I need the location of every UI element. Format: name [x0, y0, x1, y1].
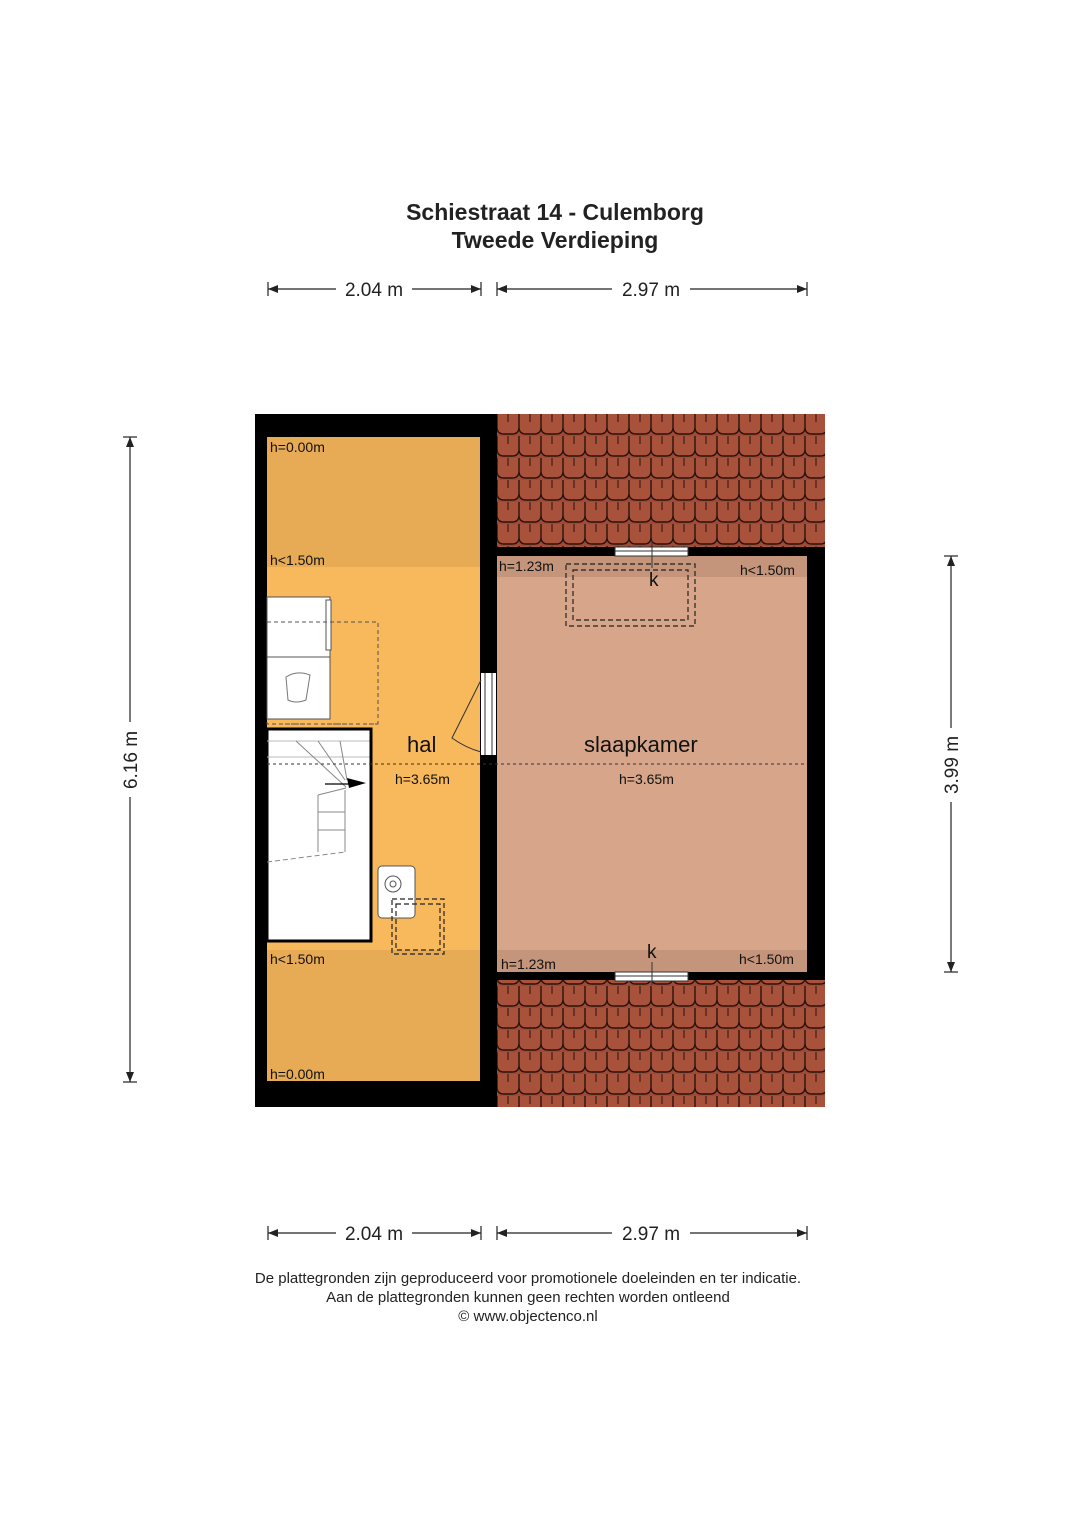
hal-limit-bottom: h<1.50m [270, 951, 325, 967]
roof-tiles-bottom [497, 980, 825, 1107]
dim-left-vertical-label: 6.16 m [121, 730, 142, 790]
door-opening [481, 673, 496, 755]
bottom-dimension-left [268, 1224, 481, 1245]
floor-title: Tweede Verdieping [451, 227, 659, 253]
top-dimension-left [268, 280, 481, 301]
staircase [267, 729, 371, 941]
footer-disclaimer-line1: De plattegronden zijn geproduceerd voor promotionele doeleinden en ter indicatie. [254, 1270, 802, 1287]
slaapkamer-height-top-right: h<1.50m [740, 562, 795, 578]
dim-top-right-label: 2.97 m [621, 280, 681, 301]
dryer [267, 657, 330, 719]
slaapkamer-height-bottom-right: h<1.50m [739, 951, 794, 967]
skylight-bottom-label: k [647, 942, 657, 963]
slaapkamer-height-top-left: h=1.23m [499, 558, 554, 574]
skylight-top-label: k [649, 570, 659, 591]
hal-low-zone-top [267, 437, 480, 567]
dim-right-vertical-label: 3.99 m [942, 735, 963, 795]
partition-wall [480, 547, 497, 980]
footer-disclaimer-line2: Aan de plattegronden kunnen geen rechten worden ontleend [326, 1289, 730, 1306]
right-vertical-dimension [942, 556, 963, 972]
hal-edge-height-bottom: h=0.00m [270, 1066, 325, 1082]
plan-title: Schiestraat 14 - Culemborg [406, 199, 704, 225]
slaapkamer-height-bottom-left: h=1.23m [501, 956, 556, 972]
dim-top-left-label: 2.04 m [344, 280, 404, 301]
top-dimension-right [497, 280, 807, 301]
slaapkamer-room-name: slaapkamer [584, 732, 698, 757]
hal-room-name: hal [407, 732, 437, 757]
left-vertical-dimension [121, 437, 142, 1082]
hal-room-height: h=3.65m [395, 771, 450, 787]
hal-limit-top: h<1.50m [270, 552, 325, 568]
washing-machine [267, 597, 331, 657]
hal-edge-height-top: h=0.00m [270, 439, 325, 455]
dim-bottom-right-label: 2.97 m [621, 1224, 681, 1245]
slaapkamer-room-height: h=3.65m [619, 771, 674, 787]
hal-low-zone-bottom [267, 950, 480, 1081]
footer-copyright: © www.objectenco.nl [458, 1308, 598, 1325]
dim-bottom-left-label: 2.04 m [344, 1224, 404, 1245]
bottom-dimension-right [497, 1224, 807, 1245]
roof-tiles-top [497, 414, 825, 547]
